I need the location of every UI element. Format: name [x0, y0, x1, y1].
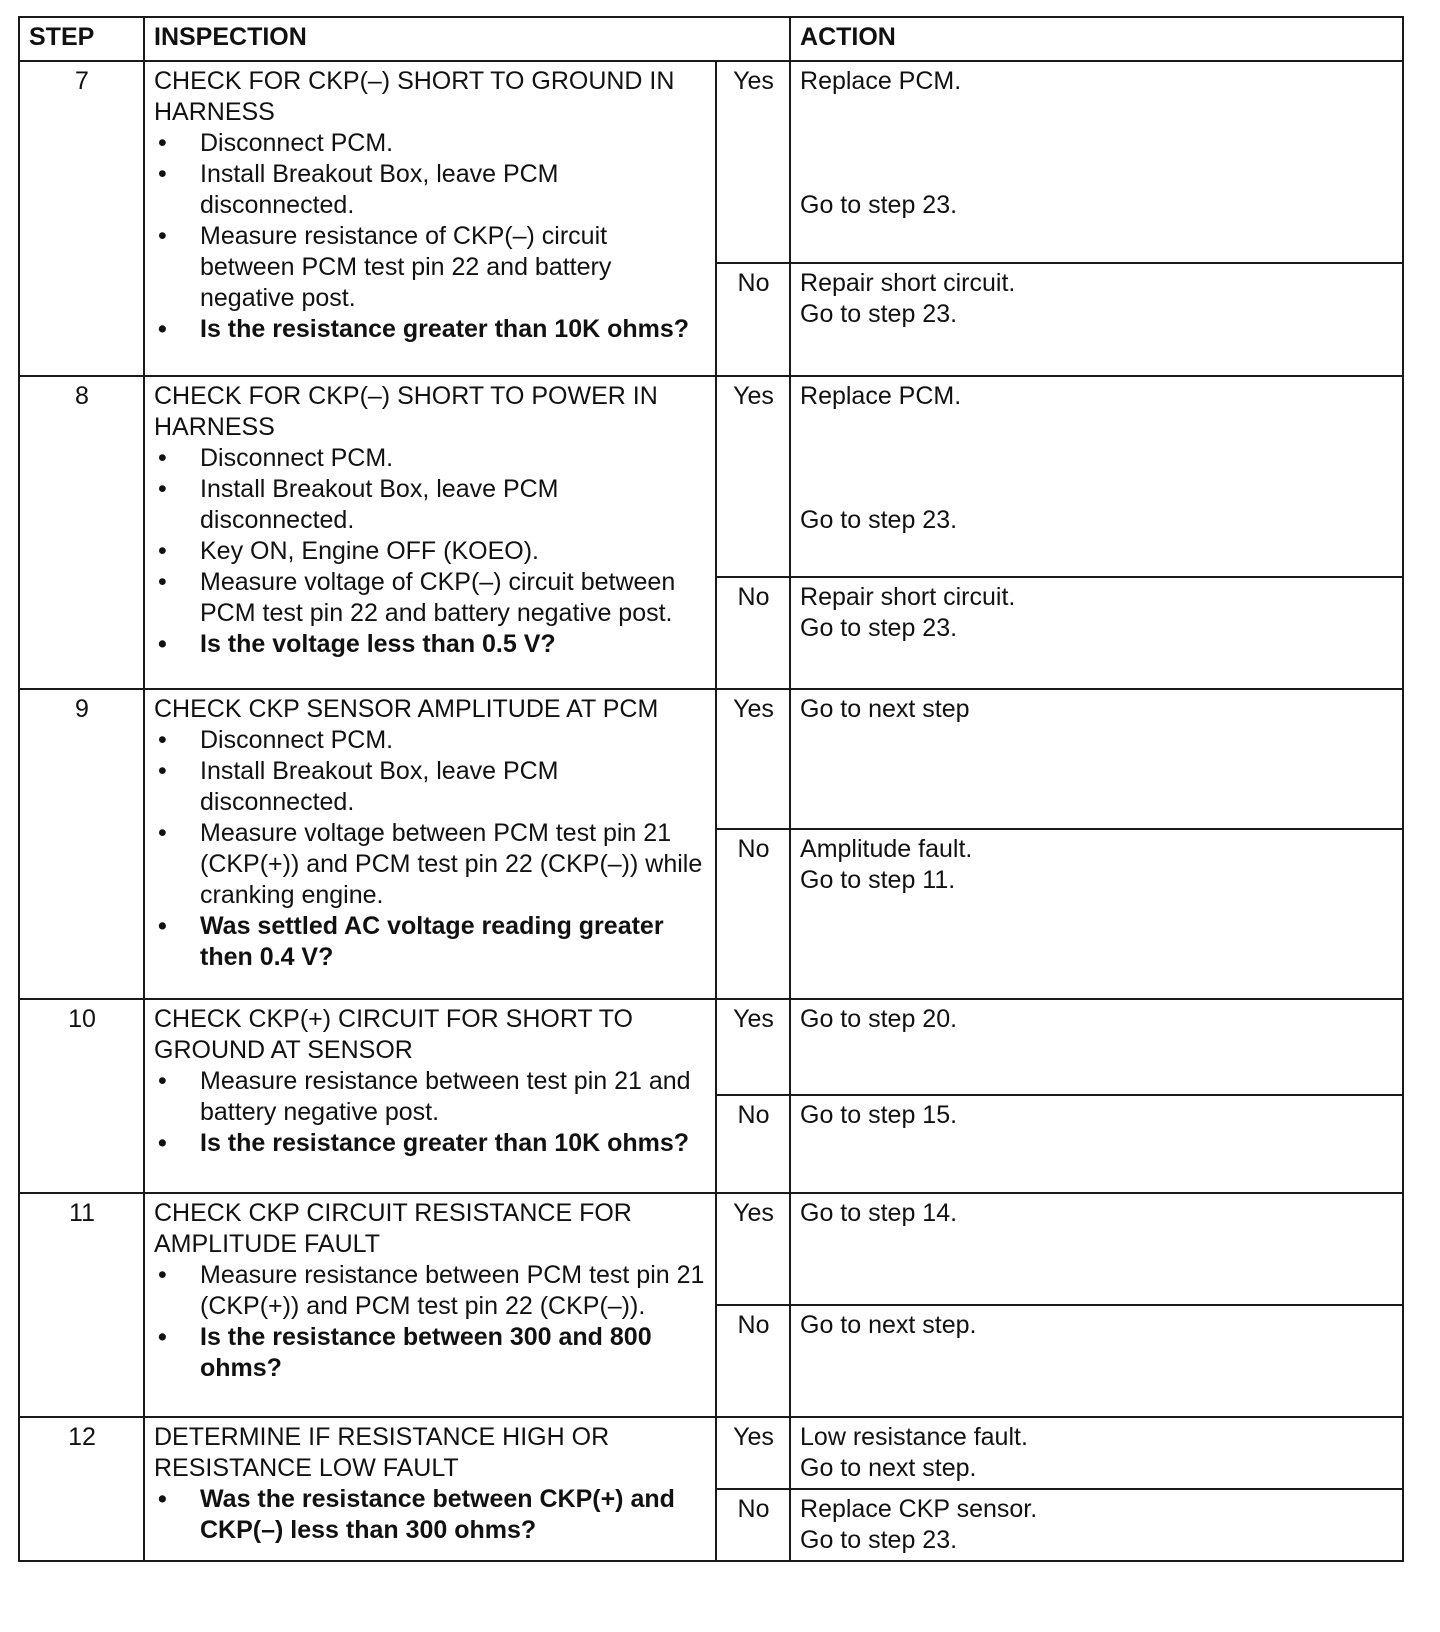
list-item: • Measure resistance between test pin 21 and battery negative post.	[154, 1066, 707, 1128]
inspection-title: CHECK FOR CKP(–) SHORT TO POWER IN HARNESS	[154, 382, 658, 441]
step-number: 8	[19, 376, 144, 689]
yes-label: Yes	[716, 1193, 790, 1305]
inspection-title: CHECK FOR CKP(–) SHORT TO GROUND IN HARNESS	[154, 67, 675, 126]
list-item: • Disconnect PCM.	[154, 128, 707, 159]
inspection-cell	[144, 1417, 716, 1561]
no-label: No	[716, 1095, 790, 1193]
list-item: • Disconnect PCM.	[154, 725, 707, 756]
action-text: Go to step 20.	[800, 1005, 958, 1033]
inspection-cell	[144, 376, 716, 689]
inspection-list	[154, 443, 707, 660]
no-action-cell	[790, 1305, 1403, 1417]
inspection-question: • Is the voltage less than 0.5 V?	[154, 629, 707, 660]
step-row	[19, 1193, 1403, 1417]
header-row	[19, 17, 1403, 61]
inspection-title: CHECK CKP CIRCUIT RESISTANCE FOR AMPLITUDE FAULT	[154, 1199, 632, 1258]
action-text: Go to step 23.	[800, 506, 958, 534]
step-number: 11	[19, 1193, 144, 1417]
action-text: Repair short circuit.	[800, 583, 1016, 611]
inspection-list	[154, 725, 707, 973]
inspection-cell	[144, 1193, 716, 1417]
yes-label: Yes	[716, 689, 790, 829]
list-item: • Install Breakout Box, leave PCM disconnected.	[154, 474, 707, 536]
no-action-cell	[790, 577, 1403, 689]
step-number: 10	[19, 999, 144, 1193]
step-header: STEP	[19, 17, 144, 61]
yes-action-cell	[790, 61, 1403, 263]
action-text: Replace PCM.	[800, 382, 962, 410]
action-text: Go to step 14.	[800, 1199, 958, 1227]
yes-label: Yes	[716, 1417, 790, 1489]
inspection-title: CHECK CKP SENSOR AMPLITUDE AT PCM	[154, 695, 659, 723]
inspection-title: CHECK CKP(+) CIRCUIT FOR SHORT TO GROUND AT SENSOR	[154, 1005, 634, 1064]
list-item: • Measure voltage of CKP(–) circuit between PCM test pin 22 and battery negative post.	[154, 567, 707, 629]
step-number: 12	[19, 1417, 144, 1561]
step-number: 7	[19, 61, 144, 376]
yes-action-cell	[790, 1193, 1403, 1305]
yes-action-cell	[790, 999, 1403, 1095]
action-text: Go to step 23.	[800, 614, 958, 642]
list-item: • Measure voltage between PCM test pin 21 (CKP(+)) and PCM test pin 22 (CKP(–)) while cranking engine.	[154, 818, 707, 911]
list-item: • Measure resistance between PCM test pin 21 (CKP(+)) and PCM test pin 22 (CKP(–)).	[154, 1260, 707, 1322]
action-text: Go to step 23.	[800, 191, 958, 219]
inspection-list	[154, 1260, 707, 1384]
no-label: No	[716, 829, 790, 999]
action-text: Go to next step.	[800, 1454, 977, 1482]
action-text: Go to next step.	[800, 1311, 977, 1339]
step-number: 9	[19, 689, 144, 999]
action-text: Low resistance fault.	[800, 1423, 1028, 1451]
list-item: • Install Breakout Box, leave PCM disconnected.	[154, 159, 707, 221]
inspection-cell	[144, 689, 716, 999]
action-text: Replace CKP sensor.	[800, 1495, 1038, 1523]
no-action-cell	[790, 263, 1403, 376]
no-action-cell	[790, 829, 1403, 999]
inspection-list	[154, 1066, 707, 1159]
no-action-cell	[790, 1095, 1403, 1193]
action-text: Replace PCM.	[800, 67, 962, 95]
inspection-question: • Was the resistance between CKP(+) and CKP(–) less than 300 ohms?	[154, 1484, 707, 1546]
inspection-title: DETERMINE IF RESISTANCE HIGH OR RESISTANCE LOW FAULT	[154, 1423, 610, 1482]
step-row	[19, 376, 1403, 689]
list-item: • Measure resistance of CKP(–) circuit between PCM test pin 22 and battery negative post.	[154, 221, 707, 314]
inspection-question: • Was settled AC voltage reading greater then 0.4 V?	[154, 911, 707, 973]
inspection-cell	[144, 61, 716, 376]
yes-action-cell	[790, 689, 1403, 829]
yes-action-cell	[790, 376, 1403, 577]
action-header: ACTION	[790, 17, 1403, 61]
inspection-header: INSPECTION	[144, 17, 790, 61]
action-text: Go to step 11.	[800, 866, 956, 894]
inspection-list	[154, 128, 707, 345]
step-row	[19, 1417, 1403, 1561]
action-text: Repair short circuit.	[800, 269, 1016, 297]
inspection-list	[154, 1484, 707, 1546]
no-label: No	[716, 1489, 790, 1561]
yes-action-cell	[790, 1417, 1403, 1489]
diagnostic-table	[18, 16, 1404, 1562]
action-text: Go to next step	[800, 695, 970, 723]
list-item: • Disconnect PCM.	[154, 443, 707, 474]
no-action-cell	[790, 1489, 1403, 1561]
action-text: Go to step 23.	[800, 300, 958, 328]
yes-label: Yes	[716, 999, 790, 1095]
step-row	[19, 689, 1403, 999]
action-text: Go to step 23.	[800, 1526, 958, 1554]
list-item: • Install Breakout Box, leave PCM disconnected.	[154, 756, 707, 818]
step-row	[19, 999, 1403, 1193]
inspection-cell	[144, 999, 716, 1193]
action-text: Go to step 15.	[800, 1101, 958, 1129]
no-label: No	[716, 577, 790, 689]
yes-label: Yes	[716, 376, 790, 577]
yes-label: Yes	[716, 61, 790, 263]
inspection-question: • Is the resistance greater than 10K ohms?	[154, 314, 707, 345]
step-row	[19, 61, 1403, 376]
action-text: Amplitude fault.	[800, 835, 973, 863]
inspection-question: • Is the resistance between 300 and 800 ohms?	[154, 1322, 707, 1384]
list-item: • Key ON, Engine OFF (KOEO).	[154, 536, 707, 567]
inspection-question: • Is the resistance greater than 10K ohms?	[154, 1128, 707, 1159]
no-label: No	[716, 1305, 790, 1417]
no-label: No	[716, 263, 790, 376]
